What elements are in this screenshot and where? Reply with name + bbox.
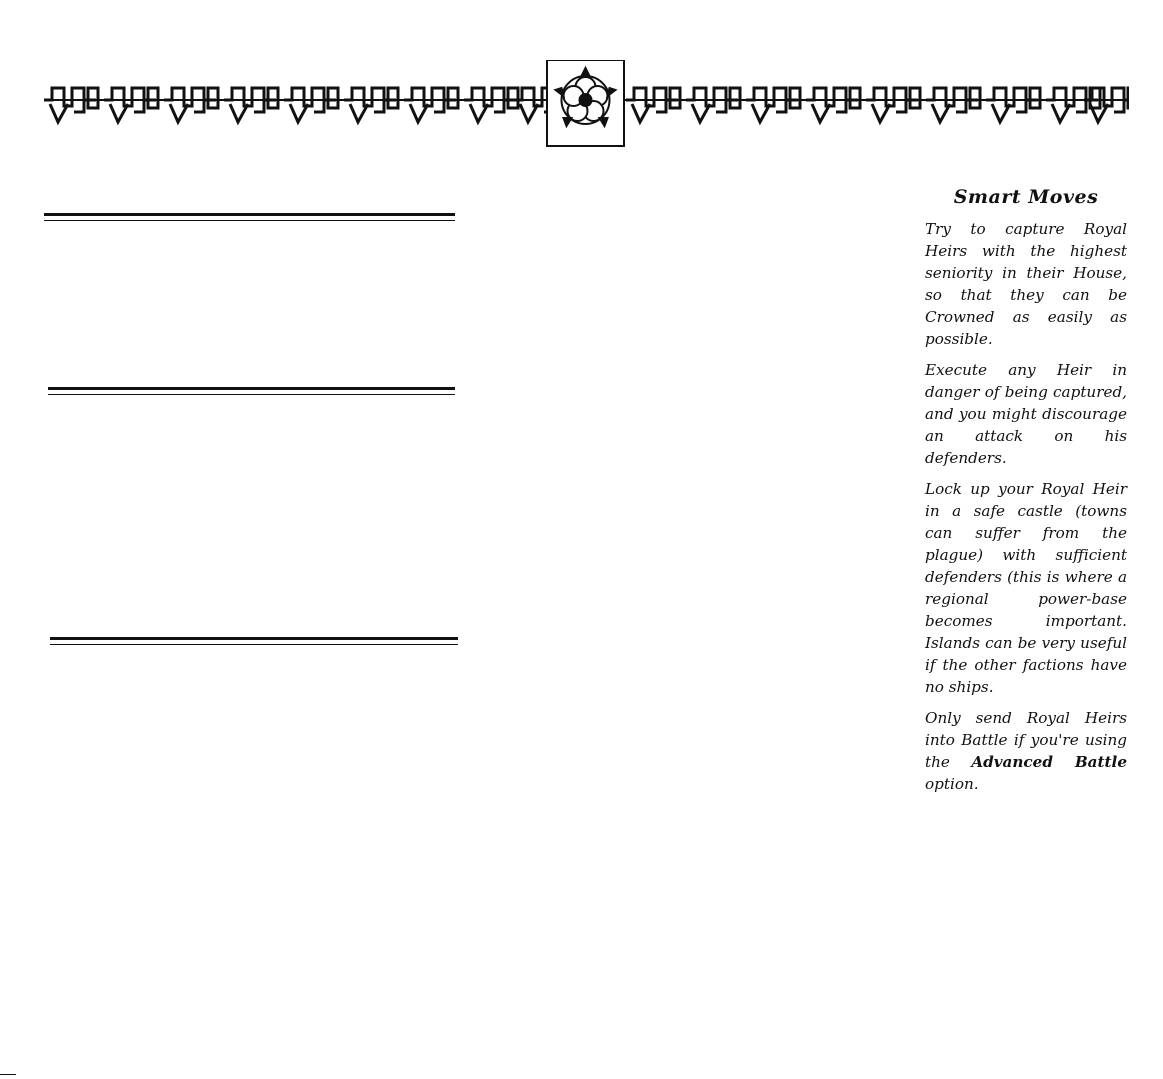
smart-moves-sidebar (925, 186, 1127, 804)
ornamental-border (44, 60, 1129, 150)
section-divider-3 (50, 637, 458, 645)
border-left-pattern (44, 88, 568, 122)
tip-paragraph: Lock up your Royal Heir in a safe castle (towns can suffer from the plague) with sufficient defenders (this is where a regional power-base becomes important. Islands can be very useful if the other factions have no ships. (925, 480, 1127, 696)
tip-paragraph: Try to capture Royal Heirs with the highest seniority in their House, so that they can be Crowned as easily as possible. (925, 220, 1127, 348)
section-divider-2 (48, 387, 455, 395)
tip-paragraph: Execute any Heir in danger of being captured, and you might discourage an attack on his defenders. (925, 361, 1127, 467)
tudor-rose-icon (547, 60, 624, 146)
border-right-pattern (624, 88, 1129, 122)
page-edge-mark (0, 1074, 16, 1075)
tip-text: option. (925, 775, 979, 793)
section-divider-1 (44, 213, 455, 221)
advanced-battle-emphasis: Advanced Battle (971, 753, 1127, 771)
tip-paragraph-last (925, 707, 1127, 795)
tip-text: Only send Royal Heirs into Battle if you're using the (925, 709, 1127, 771)
sidebar-title: Smart Moves (953, 186, 1099, 208)
